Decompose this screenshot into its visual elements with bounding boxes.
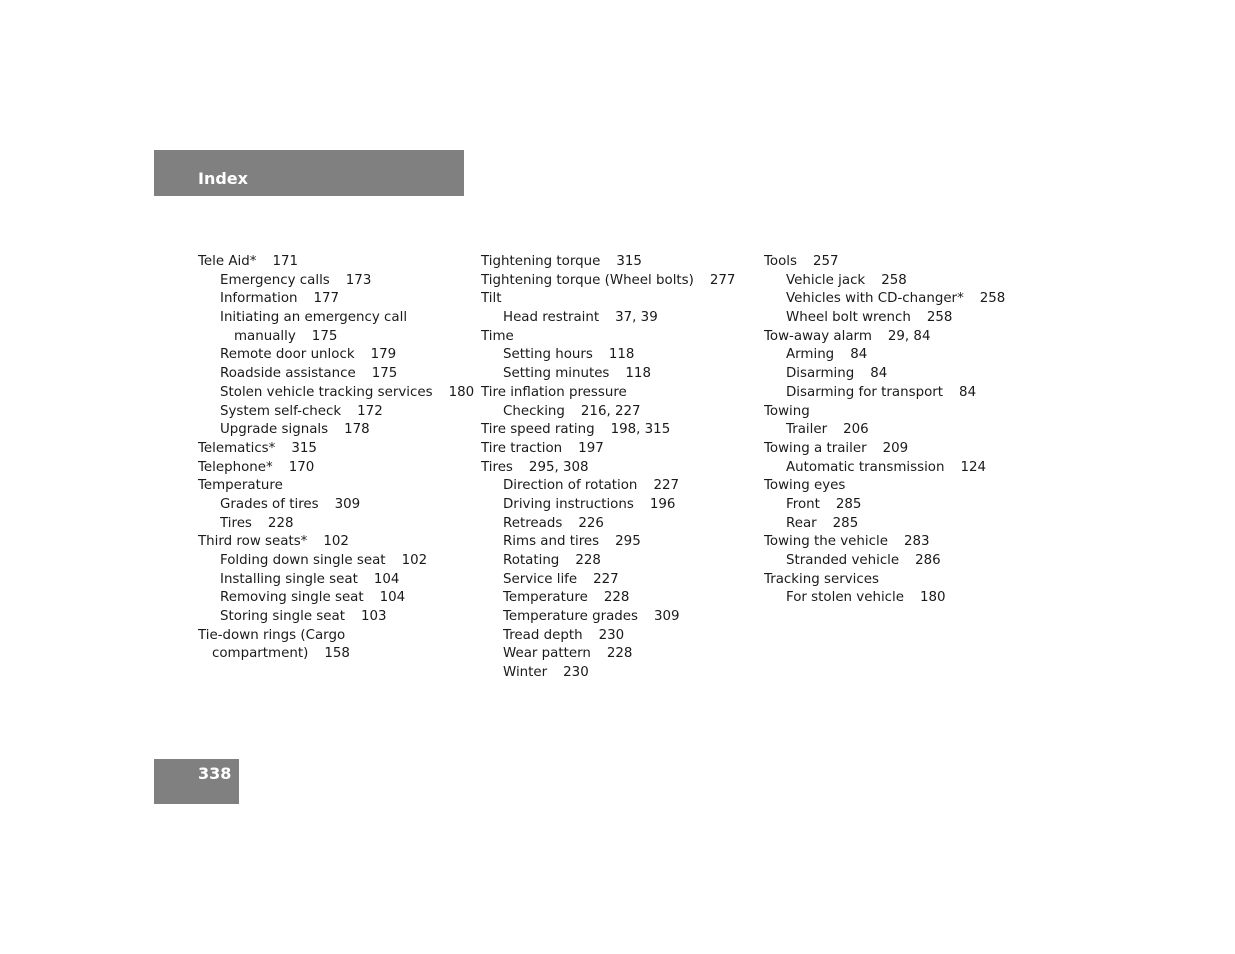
index-header-bar bbox=[154, 150, 464, 196]
entry-term: Tire speed rating bbox=[481, 422, 595, 438]
entry-term: Emergency calls bbox=[220, 272, 330, 288]
entry-pages: 196 bbox=[649, 496, 676, 512]
entry-term: Rims and tires bbox=[503, 534, 600, 550]
entry-pages: 277 bbox=[709, 272, 736, 288]
index-subentry bbox=[764, 496, 1005, 515]
entry-term: manually bbox=[234, 328, 296, 344]
entry-term: Remote door unlock bbox=[220, 347, 355, 363]
entry-term: Setting hours bbox=[503, 347, 593, 363]
index-subentry bbox=[198, 290, 474, 309]
index-entry bbox=[481, 459, 735, 478]
index-subentry bbox=[198, 552, 474, 571]
entry-pages: 175 bbox=[311, 328, 338, 344]
entry-term: Telephone* bbox=[198, 459, 273, 475]
index-entry bbox=[198, 627, 474, 646]
entry-term: Tie-down rings (Cargo bbox=[198, 627, 346, 643]
entry-pages: 29, 84 bbox=[887, 328, 931, 344]
index-subentry bbox=[764, 290, 1005, 309]
index-entry bbox=[198, 459, 474, 478]
entry-term: Disarming for transport bbox=[786, 384, 944, 400]
entry-pages: 124 bbox=[960, 459, 987, 475]
entry-term: Roadside assistance bbox=[220, 366, 356, 382]
entry-term: Storing single seat bbox=[220, 609, 345, 625]
entry-pages: 309 bbox=[334, 496, 361, 512]
entry-term: Removing single seat bbox=[220, 590, 364, 606]
index-subentry bbox=[481, 365, 735, 384]
index-subentry bbox=[764, 589, 1005, 608]
index-subentry bbox=[764, 515, 1005, 534]
entry-term: Information bbox=[220, 291, 298, 307]
index-entry bbox=[198, 477, 474, 496]
entry-pages: 228 bbox=[606, 646, 633, 662]
entry-pages: 180 bbox=[920, 590, 946, 606]
entry-term: System self-check bbox=[220, 403, 342, 419]
index-subentry bbox=[481, 608, 735, 627]
entry-term: Temperature grades bbox=[503, 609, 639, 625]
entry-term: Head restraint bbox=[503, 310, 600, 326]
index-entry bbox=[481, 253, 735, 272]
index-subentry bbox=[764, 552, 1005, 571]
index-subentry bbox=[198, 365, 474, 384]
index-subentry bbox=[481, 533, 735, 552]
entry-term: Front bbox=[786, 496, 820, 512]
entry-term: Tele Aid* bbox=[198, 254, 257, 269]
index-subentry bbox=[198, 384, 474, 403]
index-entry bbox=[764, 533, 1005, 552]
entry-pages: 216, 227 bbox=[580, 403, 641, 419]
index-subentry bbox=[764, 365, 1005, 384]
entry-pages: 228 bbox=[267, 515, 294, 531]
index-entry bbox=[764, 477, 1005, 496]
index-subentry bbox=[481, 309, 735, 328]
index-subentry bbox=[481, 552, 735, 571]
index-entry bbox=[764, 253, 1005, 272]
entry-term: Grades of tires bbox=[220, 496, 319, 512]
entry-pages: 84 bbox=[959, 384, 977, 400]
entry-term: Time bbox=[481, 328, 514, 344]
entry-pages: 84 bbox=[850, 347, 868, 363]
entry-pages: 102 bbox=[323, 534, 349, 550]
index-subentry bbox=[764, 421, 1005, 440]
index-subentry bbox=[198, 346, 474, 365]
entry-pages: 227 bbox=[653, 478, 679, 494]
entry-pages: 283 bbox=[903, 534, 930, 550]
index-entry-continued bbox=[198, 645, 474, 664]
entry-term: Temperature bbox=[503, 590, 588, 606]
entry-term: Stranded vehicle bbox=[786, 553, 900, 568]
entry-pages: 118 bbox=[625, 366, 651, 382]
entry-term: Tread depth bbox=[503, 627, 583, 643]
entry-term: Direction of rotation bbox=[503, 478, 638, 494]
entry-term: Checking bbox=[503, 403, 565, 419]
index-subentry bbox=[764, 384, 1005, 403]
index-entry bbox=[198, 440, 474, 459]
entry-term: Winter bbox=[503, 665, 548, 681]
entry-pages: 315 bbox=[616, 254, 642, 269]
index-subentry bbox=[198, 496, 474, 515]
entry-pages: 197 bbox=[578, 440, 604, 456]
entry-term: Tracking services bbox=[764, 571, 879, 587]
entry-term: Tilt bbox=[481, 291, 502, 307]
entry-pages: 173 bbox=[345, 272, 372, 288]
entry-pages: 226 bbox=[578, 515, 604, 531]
entry-pages: 198, 315 bbox=[610, 422, 671, 438]
entry-term: Rotating bbox=[503, 553, 560, 568]
entry-term: Tools bbox=[764, 254, 797, 269]
entry-pages: 230 bbox=[598, 627, 625, 643]
index-entry bbox=[764, 571, 1005, 590]
entry-term: Driving instructions bbox=[503, 496, 634, 512]
index-entry bbox=[481, 328, 735, 347]
entry-pages: 286 bbox=[915, 553, 941, 568]
index-subentry bbox=[481, 589, 735, 608]
entry-pages: 228 bbox=[575, 553, 601, 568]
entry-pages: 37, 39 bbox=[615, 310, 658, 326]
entry-pages: 175 bbox=[371, 366, 398, 382]
entry-term: Stolen vehicle tracking services bbox=[220, 384, 433, 400]
index-entry bbox=[481, 272, 735, 291]
entry-term: Tire traction bbox=[481, 440, 563, 456]
index-entry bbox=[481, 440, 735, 459]
entry-term: Tire inflation pressure bbox=[481, 384, 627, 400]
entry-term: Service life bbox=[503, 571, 578, 587]
entry-term: Setting minutes bbox=[503, 366, 610, 382]
index-entry bbox=[481, 290, 735, 309]
index-subentry bbox=[198, 571, 474, 590]
entry-pages: 118 bbox=[608, 347, 635, 363]
index-subentry bbox=[764, 346, 1005, 365]
entry-pages: 178 bbox=[344, 422, 370, 438]
index-subentry bbox=[481, 645, 735, 664]
index-entry bbox=[764, 403, 1005, 422]
entry-term: Tow-away alarm bbox=[764, 328, 872, 344]
entry-term: Tightening torque bbox=[481, 254, 601, 269]
entry-term: Disarming bbox=[786, 366, 855, 382]
entry-pages: 285 bbox=[835, 496, 862, 512]
entry-term: Vehicles with CD-changer* bbox=[786, 291, 964, 307]
index-subentry bbox=[198, 272, 474, 291]
entry-term: Third row seats* bbox=[198, 534, 308, 550]
entry-pages: 180 bbox=[448, 384, 475, 400]
entry-term: Tires bbox=[220, 515, 252, 531]
index-subentry bbox=[198, 515, 474, 534]
index-subentry bbox=[198, 403, 474, 422]
entry-pages: 315 bbox=[291, 440, 317, 456]
index-subentry bbox=[481, 627, 735, 646]
entry-term: Installing single seat bbox=[220, 571, 358, 587]
index-subentry bbox=[198, 608, 474, 627]
entry-pages: 206 bbox=[843, 422, 869, 438]
entry-pages: 258 bbox=[979, 291, 1006, 307]
entry-pages: 258 bbox=[926, 310, 953, 326]
entry-pages: 258 bbox=[881, 272, 907, 288]
index-entry bbox=[481, 421, 735, 440]
index-subentry bbox=[764, 309, 1005, 328]
index-column-1 bbox=[198, 253, 474, 664]
entry-pages: 103 bbox=[360, 609, 387, 625]
entry-term: Upgrade signals bbox=[220, 422, 329, 438]
entry-pages: 295 bbox=[615, 534, 641, 550]
entry-pages: 84 bbox=[870, 366, 888, 382]
index-subentry bbox=[481, 346, 735, 365]
index-entry bbox=[481, 384, 735, 403]
index-entry bbox=[764, 440, 1005, 459]
entry-pages: 285 bbox=[832, 515, 859, 531]
index-subentry bbox=[481, 664, 735, 683]
entry-term: Temperature bbox=[198, 478, 283, 494]
index-subentry bbox=[481, 571, 735, 590]
entry-pages: 170 bbox=[288, 459, 315, 475]
index-subentry bbox=[481, 403, 735, 422]
index-subentry bbox=[481, 515, 735, 534]
entry-term: Telematics* bbox=[198, 440, 276, 456]
page-number-box bbox=[154, 759, 239, 804]
entry-term: Initiating an emergency call bbox=[220, 310, 408, 326]
index-column-2 bbox=[481, 253, 735, 683]
entry-term: Trailer bbox=[786, 422, 828, 438]
index-column-3 bbox=[764, 253, 1005, 608]
index-subentry bbox=[481, 496, 735, 515]
page-title: Index bbox=[198, 169, 248, 188]
entry-pages: 228 bbox=[603, 590, 630, 606]
entry-pages: 104 bbox=[379, 590, 406, 606]
entry-pages: 158 bbox=[324, 646, 350, 662]
entry-term: Vehicle jack bbox=[786, 272, 866, 288]
entry-term: Arming bbox=[786, 347, 835, 363]
entry-term: Towing eyes bbox=[764, 478, 846, 494]
entry-term: Automatic transmission bbox=[786, 459, 945, 475]
index-subentry-continued bbox=[198, 328, 474, 347]
index-subentry bbox=[198, 421, 474, 440]
entry-pages: 257 bbox=[813, 254, 839, 269]
index-entry bbox=[198, 253, 474, 272]
entry-pages: 104 bbox=[373, 571, 400, 587]
index-entry bbox=[198, 533, 474, 552]
entry-term: Towing a trailer bbox=[764, 440, 867, 456]
index-subentry bbox=[764, 272, 1005, 291]
entry-term: Towing bbox=[764, 403, 810, 419]
entry-pages: 295, 308 bbox=[528, 459, 589, 475]
entry-pages: 230 bbox=[563, 665, 589, 681]
index-subentry bbox=[764, 459, 1005, 478]
entry-term: compartment) bbox=[212, 646, 309, 662]
entry-term: Tires bbox=[481, 459, 513, 475]
entry-pages: 209 bbox=[882, 440, 909, 456]
entry-term: Folding down single seat bbox=[220, 553, 386, 568]
entry-term: Rear bbox=[786, 515, 817, 531]
entry-term: Wear pattern bbox=[503, 646, 591, 662]
entry-pages: 102 bbox=[401, 553, 428, 568]
entry-pages: 177 bbox=[313, 291, 340, 307]
entry-pages: 309 bbox=[654, 609, 680, 625]
entry-term: Retreads bbox=[503, 515, 563, 531]
index-subentry bbox=[198, 309, 474, 328]
entry-pages: 172 bbox=[357, 403, 383, 419]
entry-pages: 171 bbox=[272, 254, 298, 269]
entry-pages: 179 bbox=[370, 347, 397, 363]
index-subentry bbox=[481, 477, 735, 496]
entry-term: Wheel bolt wrench bbox=[786, 310, 911, 326]
entry-term: Tightening torque (Wheel bolts) bbox=[481, 272, 694, 288]
entry-term: Towing the vehicle bbox=[764, 534, 888, 550]
index-subentry bbox=[198, 589, 474, 608]
index-entry bbox=[764, 328, 1005, 347]
entry-pages: 227 bbox=[593, 571, 619, 587]
entry-term: For stolen vehicle bbox=[786, 590, 904, 606]
page-number: 338 bbox=[198, 764, 232, 783]
